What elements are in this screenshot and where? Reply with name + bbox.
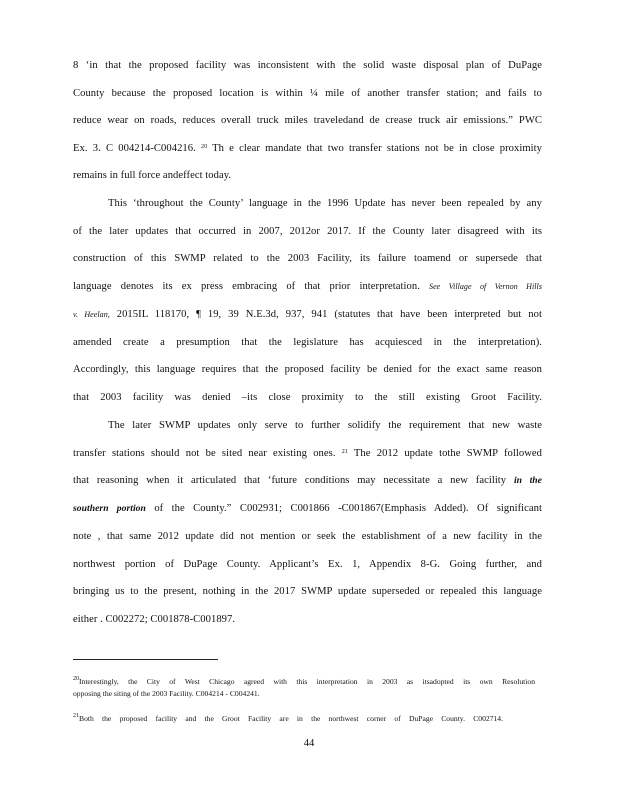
- line-text-continued: 2015IL 118170, ¶ 19, 39 N.E.3d, 937, 941 (statutes that have been interpreted but not: [116, 309, 542, 320]
- body-line: [73, 59, 542, 73]
- line-text: note , that same 2012 update did not mention or seek the establishment of a new facility in the: [73, 531, 542, 542]
- body-line: [73, 114, 542, 128]
- body-line: [108, 197, 542, 211]
- body-line: [73, 613, 542, 627]
- body-line: [73, 558, 542, 572]
- line-text: The later SWMP updates only serve to further solidify the requirement that new waste: [108, 420, 542, 431]
- body-line: [73, 169, 542, 183]
- footnote-reference: 20: [201, 144, 208, 150]
- line-text: remains in full force andeffect today.: [73, 170, 232, 181]
- body-line: [73, 474, 542, 488]
- footnote-20-text-line2: opposing the siting of the 2003 Facility. C004214 - C004241.: [73, 689, 260, 698]
- line-text: that 2003 facility was denied –its close proximity to the still existing Groot Facility.: [73, 392, 542, 403]
- footnote-21-text: Both the proposed facility and the Groot Facility are in the northwest corner of DuPage County. C002714.: [79, 714, 503, 723]
- body-line: [73, 363, 542, 377]
- footnote-21: [73, 713, 503, 724]
- line-text: construction of this SWMP related to the 2003 Facility, its failure toamend or supersede that: [73, 253, 542, 264]
- body-line: [73, 225, 542, 239]
- body-line: [73, 336, 542, 350]
- line-text: of the later updates that occurred in 2007, 2012or 2017. If the County later disagreed with its: [73, 226, 542, 237]
- body-line: [73, 252, 542, 266]
- body-line: [73, 447, 542, 461]
- line-text: transfer stations should not be sited near existing ones.: [73, 448, 336, 459]
- footnote-20-text-line1: Interestingly, the City of West Chicago agreed with this interpretation in 2003 as itsadopted its own Resolution: [79, 677, 535, 686]
- case-citation-italic: v. Heelan,: [73, 310, 110, 319]
- line-text-continued: Th e clear mandate that two transfer stations not be in close proximity: [207, 143, 542, 154]
- line-text: that reasoning when it articulated that ‘future conditions may necessitate a new facility: [73, 475, 507, 486]
- line-text: amended create a presumption that the legislature has acquiesced in the interpretation).: [73, 337, 542, 348]
- line-text-continued: The 2012 update tothe SWMP followed: [347, 448, 542, 459]
- body-line: [73, 280, 542, 294]
- footnote-reference: 21: [341, 449, 348, 455]
- body-line: [108, 419, 542, 433]
- footnote-20-marker: 20: [73, 676, 79, 682]
- line-text-continued: of the County.” C002931; C001866 -C001867(Emphasis Added). Of significant: [154, 503, 542, 514]
- line-text: County because the proposed location is within ¼ mile of another transfer station; and fails to: [73, 88, 542, 99]
- line-text: bringing us to the present, nothing in the 2017 SWMP update superseded or repealed this language: [73, 586, 542, 597]
- body-line: [73, 308, 542, 322]
- line-text: language denotes its ex press embracing of that prior interpretation.: [73, 281, 420, 292]
- line-text: 8 ‘in that the proposed facility was inconsistent with the solid waste disposal plan of DuPage: [73, 60, 542, 71]
- emphasis-text: southern portion: [73, 503, 146, 514]
- footnote-20-line2: [73, 688, 535, 699]
- footnote-20: [73, 676, 535, 687]
- footnote-divider: [73, 659, 218, 660]
- line-text: Accordingly, this language requires that the proposed facility be denied for the exact same reason: [73, 364, 542, 375]
- body-line: [73, 502, 542, 516]
- line-text: northwest portion of DuPage County. Applicant’s Ex. 1, Appendix 8-G. Going further, and: [73, 559, 542, 570]
- page-number: 44: [303, 738, 315, 749]
- body-line: [73, 530, 542, 544]
- body-line: [73, 585, 542, 599]
- line-text: Ex. 3. C 004214-C004216.: [73, 143, 196, 154]
- footnote-21-marker: 21: [73, 713, 79, 719]
- line-text: This ‘throughout the County’ language in the 1996 Update has never been repealed by any: [108, 198, 542, 209]
- body-line: [73, 391, 542, 405]
- body-line: [73, 142, 542, 156]
- line-text: reduce wear on roads, reduces overall truck miles traveledand de crease truck air emissions.” PWC: [73, 115, 542, 126]
- line-text: either . C002272; C001878-C001897.: [73, 614, 236, 625]
- body-line: [73, 87, 542, 101]
- emphasis-text: in the: [513, 475, 542, 486]
- case-citation-italic: See Village of Vernon Hills: [429, 282, 542, 291]
